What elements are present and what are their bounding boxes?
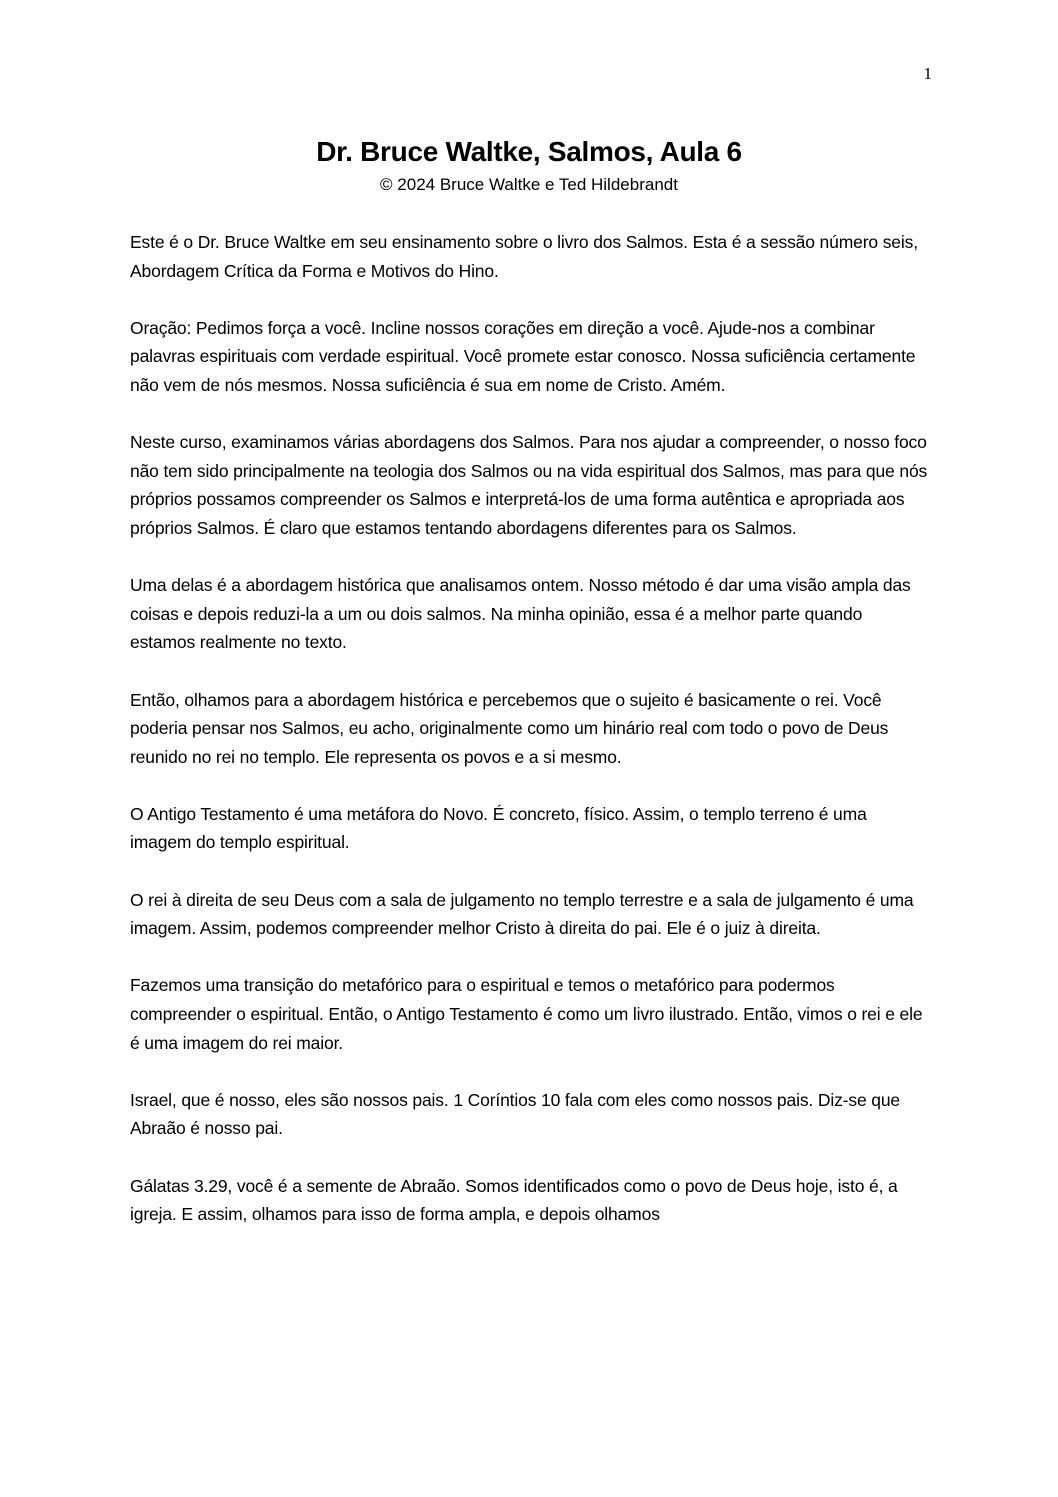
paragraph-3: Neste curso, examinamos várias abordagens dos Salmos. Para nos ajudar a compreender, o nosso foco não tem sido principalmente na teologia dos Salmos ou na vida espiritual dos Salmos, mas para que nós próprios possamos compreender os Salmos e interpretá-los de uma forma autêntica e apropriada aos próprios Salmos. É claro que estamos tentando abordagens diferentes para os Salmos. — [130, 432, 928, 538]
document-body — [130, 228, 930, 1257]
paragraph-4: Uma delas é a abordagem histórica que analisamos ontem. Nosso método é dar uma visão ampla das coisas e depois reduzi-la a um ou dois salmos. Na minha opinião, essa é a melhor parte quando estamos realmente no texto. — [130, 575, 911, 653]
page-number: 1 — [923, 64, 932, 83]
paragraph-6: O Antigo Testamento é uma metáfora do Novo. É concreto, físico. Assim, o templo terreno é uma imagem do templo espiritual. — [130, 803, 867, 853]
paragraph-5: Então, olhamos para a abordagem histórica e percebemos que o sujeito é basicamente o rei. Você poderia pensar nos Salmos, eu acho, originalmente como um hinário real com todo o povo de Deus reunido no rei no templo. Ele representa os povos e a si mesmo. — [130, 689, 889, 767]
paragraph-9: Israel, que é nosso, eles são nossos pais. 1 Coríntios 10 fala com eles como nossos pais. Diz-se que Abraão é nosso pai. — [130, 1089, 900, 1139]
paragraph-1: Este é o Dr. Bruce Waltke em seu ensinamento sobre o livro dos Salmos. Esta é a sessão número seis, Abordagem Crítica da Forma e Motivos do Hino. — [130, 232, 918, 281]
paragraph-10: Gálatas 3.29, você é a semente de Abraão. Somos identificados como o povo de Deus hoje, isto é, a igreja. E assim, olhamos para isso de forma ampla, e depois olhamos — [130, 1175, 898, 1225]
document-title: Dr. Bruce Waltke, Salmos, Aula 6 — [316, 136, 742, 167]
paragraph-8: Fazemos uma transição do metafórico para o espiritual e temos o metafórico para podermos compreender o espiritual. Então, o Antigo Testamento é como um livro ilustrado. Então, vimos o rei e ele é uma imagem do rei maior. — [130, 975, 923, 1053]
copyright-line: © 2024 Bruce Waltke e Ted Hildebrandt — [380, 175, 678, 194]
paragraph-2: Oração: Pedimos força a você. Incline nossos corações em direção a você. Ajude-nos a combinar palavras espirituais com verdade espiritual. Você promete estar conosco. Nossa suficiência certamente não vem de nós mesmos. Nossa suficiência é sua em nome de Cristo. Amém. — [130, 317, 916, 395]
paragraph-7: O rei à direita de seu Deus com a sala de julgamento no templo terrestre e a sala de julgamento é uma imagem. Assim, podemos compreender melhor Cristo à direita do pai. Ele é o juiz à direita. — [130, 889, 914, 939]
